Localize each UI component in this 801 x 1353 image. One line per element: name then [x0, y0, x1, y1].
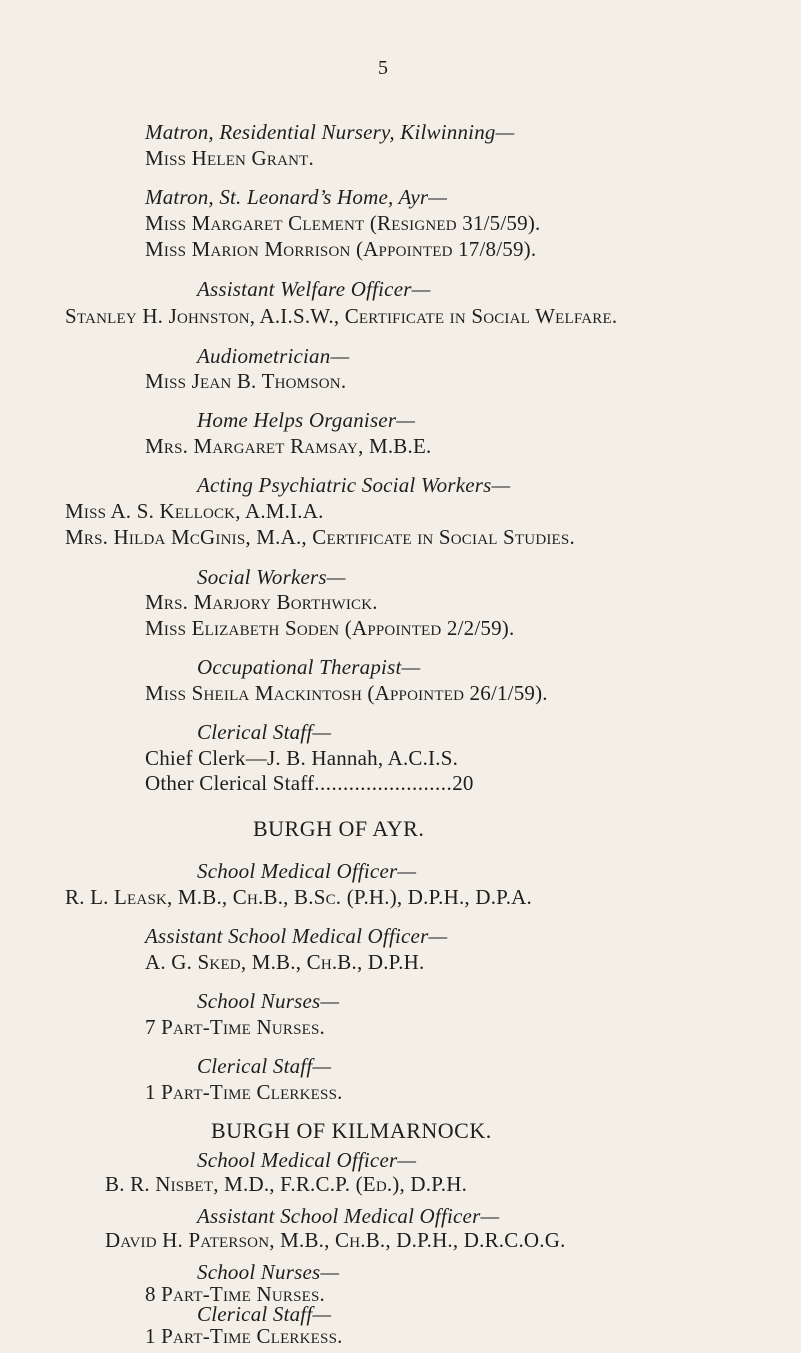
section-title-burgh-of-ayr: BURGH OF AYR.	[253, 816, 425, 841]
heading-occupational-therapist: Occupational Therapist—	[197, 655, 421, 679]
heading-matron-st-leonards: Matron, St. Leonard’s Home, Ayr—	[145, 185, 448, 209]
section-title-burgh-of-kilmarnock: BURGH OF KILMARNOCK.	[211, 1118, 492, 1143]
staff-entry: Miss Sheila Mackintosh (Appointed 26/1/59).	[145, 681, 548, 705]
staff-entry: Mrs. Marjory Borthwick.	[145, 590, 378, 614]
other-clerical-count: 20	[452, 771, 474, 795]
staff-entry: Miss Jean B. Thomson.	[145, 369, 347, 393]
heading-assistant-welfare-officer: Assistant Welfare Officer—	[197, 277, 431, 301]
heading-audiometrician: Audiometrician—	[197, 344, 350, 368]
other-clerical-label: Other Clerical Staff	[145, 771, 315, 795]
staff-entry: Miss Marion Morrison (Appointed 17/8/59).	[145, 237, 537, 261]
staff-entry-chief-clerk: Chief Clerk—J. B. Hannah, A.C.I.S.	[145, 746, 459, 770]
heading-acting-psychiatric-social-workers: Acting Psychiatric Social Workers—	[197, 473, 511, 497]
heading-assistant-school-medical-officer: Assistant School Medical Officer—	[197, 1204, 500, 1228]
heading-assistant-school-medical-officer: Assistant School Medical Officer—	[145, 924, 448, 948]
staff-entry: Miss Helen Grant.	[145, 146, 314, 170]
heading-school-nurses: School Nurses—	[197, 1260, 340, 1284]
staff-entry: B. R. Nisbet, M.D., F.R.C.P. (Ed.), D.P.H.	[105, 1172, 468, 1196]
heading-clerical-staff: Clerical Staff—	[197, 1302, 332, 1326]
heading-clerical-staff: Clerical Staff—	[197, 1054, 332, 1078]
heading-school-medical-officer: School Medical Officer—	[197, 1148, 417, 1172]
staff-entry: A. G. Sked, M.B., Ch.B., D.P.H.	[145, 950, 425, 974]
staff-entry: Miss Margaret Clement (Resigned 31/5/59).	[145, 211, 541, 235]
heading-clerical-staff: Clerical Staff—	[197, 720, 332, 744]
staff-entry: 1 Part-Time Clerkess.	[145, 1324, 343, 1348]
staff-entry: Mrs. Margaret Ramsay, M.B.E.	[145, 434, 432, 458]
staff-entry: Mrs. Hilda McGinis, M.A., Certificate in Social Studies.	[65, 525, 575, 549]
staff-entry: Miss Elizabeth Soden (Appointed 2/2/59).	[145, 616, 515, 640]
staff-entry: David H. Paterson, M.B., Ch.B., D.P.H., D.R.C.O.G.	[105, 1228, 566, 1252]
staff-entry: Miss A. S. Kellock, A.M.I.A.	[65, 499, 324, 523]
staff-entry-other-clerical	[145, 773, 474, 794]
heading-school-medical-officer: School Medical Officer—	[197, 859, 417, 883]
staff-entry: 7 Part-Time Nurses.	[145, 1015, 325, 1039]
staff-entry: 1 Part-Time Clerkess.	[145, 1080, 343, 1104]
heading-matron-residential-nursery: Matron, Residential Nursery, Kilwinning—	[145, 120, 515, 144]
staff-entry: Stanley H. Johnston, A.I.S.W., Certificate in Social Welfare.	[65, 304, 618, 328]
staff-entry: 8 Part-Time Nurses.	[145, 1282, 325, 1306]
staff-entry: R. L. Leask, M.B., Ch.B., B.Sc. (P.H.), D.P.H., D.P.A.	[65, 885, 532, 909]
page-number: 5	[378, 57, 388, 79]
heading-social-workers: Social Workers—	[197, 565, 346, 589]
heading-school-nurses: School Nurses—	[197, 989, 340, 1013]
leader-dots: ........................	[314, 771, 453, 795]
heading-home-helps-organiser: Home Helps Organiser—	[197, 408, 416, 432]
